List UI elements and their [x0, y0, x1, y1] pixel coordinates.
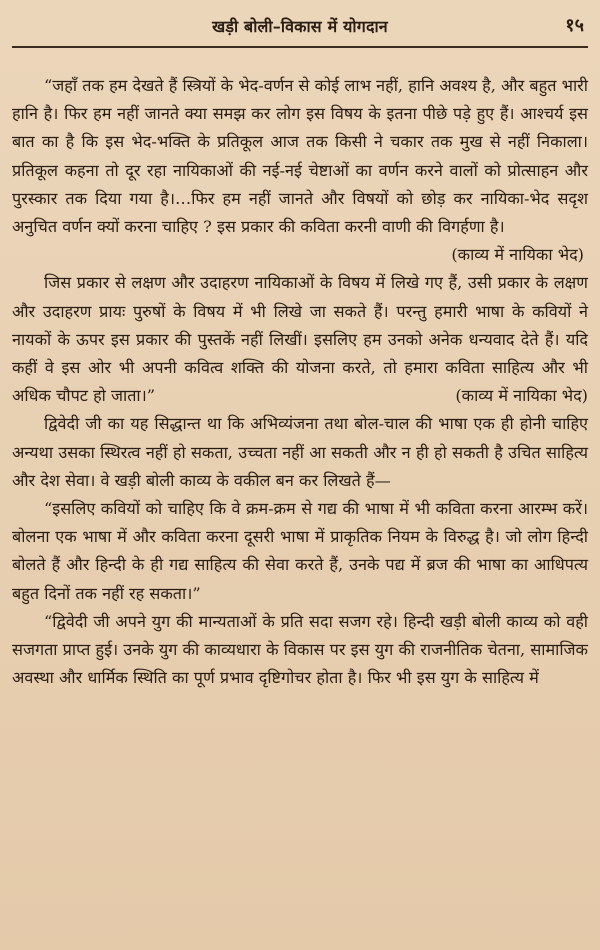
page-number: १५: [565, 15, 584, 36]
quote-paragraph-1: “जहाँ तक हम देखते हैं स्त्रियों के भेद-वर्णन से कोई लाभ नहीं, हानि अवश्य है, और बहुत भारी हानि है। फिर हम नहीं जानते क्या समझ कर लोग इस विषय के इतना पीछे पड़े हुए हैं। आश्चर्य इस बात का है कि इस भेद-भक्ति के प्रतिकूल आज तक किसी ने चकार तक मुख से नहीं निकाला। प्रतिकूल कहना तो दूर रहा नायिकाओं की नई-नई चेष्टाओं का वर्णन करने वालों को प्रोत्साहन और पुरस्कार तक दिया गया है।…फिर हम नहीं जानते और विषयों को छोड़ कर नायिका-भेद सदृश अनुचित वर्णन क्यों करना चाहिए ? इस प्रकार की कविता करनी वाणी की विगर्हणा है।: [12, 76, 588, 237]
source-citation-2: (काव्य में नायिका भेद): [455, 386, 588, 406]
quote-paragraph-5: “द्विवेदी जी अपने युग की मान्यताओं के प्रति सदा सजग रहे। हिन्दी खड़ी बोली काव्य को वही सजगता प्राप्त हुई। उनके युग की काव्यधारा के विकास पर इस युग की राजनीतिक चेतना, सामाजिक अवस्था और धार्मिक स्थिति का पूर्ण प्रभाव दृष्टिगोचर होता है। फिर भी इस युग के साहित्य में: [12, 611, 588, 688]
quote-paragraph-4: “इसलिए कवियों को चाहिए कि वे क्रम-क्रम से गद्य की भाषा में भी कविता करना आरम्भ करें। बोलना एक भाषा में और कविता करना दूसरी भाषा में प्राकृतिक नियम के विरुद्ध है। जो लोग हिन्दी बोलते हैं और हिन्दी के ही गद्य साहित्य की सेवा करते हैं, उनके पद्य में ब्रज की भाषा का आधिपत्य बहुत दिनों तक नहीं रह सकता।”: [12, 499, 588, 603]
page-header: [12, 0, 588, 48]
body-paragraph-3: द्विवेदी जी का यह सिद्धान्त था कि अभिव्यंजना तथा बोल-चाल की भाषा एक ही होनी चाहिए अन्यथा उसका स्थिरत्व नहीं हो सकता, उच्चता नहीं आ सकती और न ही हो सकती है उचित साहित्य और देश सेवा। वे खड़ी बोली काव्य के वकील बन कर लिखते हैं—: [12, 414, 588, 490]
running-title: खड़ी बोली–विकास में योगदान: [212, 17, 388, 36]
quote-paragraph-2: [12, 269, 588, 410]
source-citation-1: (काव्य में नायिका भेद): [451, 245, 584, 265]
page-body: [12, 48, 588, 692]
quote-paragraph-2-text: जिस प्रकार से लक्षण और उदाहरण नायिकाओं के विषय में लिखे गए हैं, उसी प्रकार के लक्षण और उदाहरण प्रायः पुरुषों के विषय में भी लिखे जा सकते हैं। परन्तु हमारी भाषा के कवियों ने नायकों के ऊपर इस प्रकार की पुस्तकें नहीं लिखीं। इसलिए हम उनको अनेक धन्यवाद देते हैं। यदि कहीं वे इस ओर भी अपनी कवित्व शक्ति की योजना करते, तो हमारा कविता साहित्य और भी अधिक चौपट हो जाता।”: [12, 273, 588, 406]
